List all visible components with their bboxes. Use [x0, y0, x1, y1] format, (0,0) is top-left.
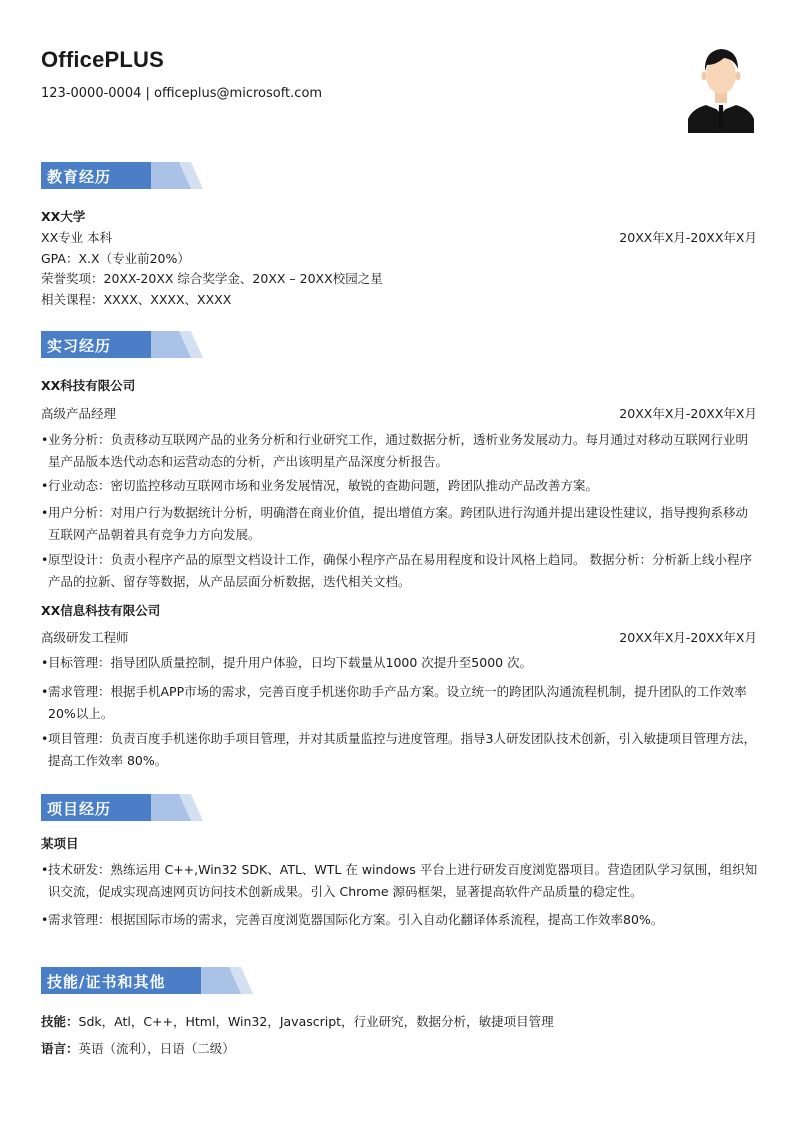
bullet-text: 技术研发：熟练运用 C++,Win32 SDK、ATL、WTL 在 windows 平台上进行研发百度浏览器项目。营造团队学习氛围，组织知识交流，促成实现高速网页访问技术创新成果。引入 Chrome 源码框架，显著提高软件产品质量的稳定性。 [48, 862, 758, 899]
list-item: • 技术研发：熟练运用 C++,Win32 SDK、ATL、WTL 在 windows 平台上进行研发百度浏览器项目。营造团队学习氛围，组织知识交流，促成实现高速网页访问技术创新成果。引入 Chrome 源码框架，显著提高软件产品质量的稳定性。 [41, 859, 769, 903]
company-name: XX科技有限公司 [41, 378, 136, 393]
skills-row [41, 1012, 554, 1030]
job-date: 20XX年X月-20XX年X月 [619, 406, 757, 421]
section-title: 项目经历 [47, 800, 112, 818]
section-ribbon-decoration [145, 162, 203, 189]
language-value: 英语（流利），日语（二级） [78, 1041, 235, 1056]
list-item: • 用户分析：对用户行为数据统计分析，明确潜在商业价值，提出增值方案。跨团队进行沟通并提出建设性建议，指导搜狗系移动互联网产品朝着具有竞争力方向发展。 [41, 502, 759, 546]
list-item: • 原型设计：负责小程序产品的原型文档设计工作，确保小程序产品在易用程度和设计风格上趋同。 数据分析：分析新上线小程序产品的拉新、留存等数据，从产品层面分析数据，迭代相关文档。 [41, 549, 759, 593]
section-ribbon-decoration [145, 794, 203, 821]
section-title: 实习经历 [47, 337, 112, 355]
job-role: 高级产品经理 [41, 406, 117, 421]
section-header-project [41, 794, 171, 821]
school-name: XX大学 [41, 209, 86, 224]
list-item: • 行业动态：密切监控移动互联网市场和业务发展情况，敏锐的查勘问题，跨团队推动产品改善方案。 [41, 475, 759, 497]
section-title: 教育经历 [47, 168, 112, 186]
language-row [41, 1039, 235, 1057]
candidate-name: OfficePLUS [41, 47, 165, 72]
bullet-text: 项目管理：负责百度手机迷你助手项目管理，并对其质量监控与进度管理。指导3人研发团队技术创新，引入敏捷项目管理方法，提高工作效率 80%。 [48, 731, 756, 768]
school-honors: 荣誉奖项：20XX-20XX 综合奖学金、20XX – 20XX校园之星 [41, 271, 383, 286]
skills-label: 技能： [41, 1014, 79, 1029]
list-item: • 目标管理：指导团队质量控制，提升用户体验，日均下载量从1000 次提升至5000 次。 [41, 652, 759, 674]
skills-value: Sdk，Atl，C++，Html，Win32，Javascript，行业研究，数据分析，敏捷项目管理 [78, 1014, 554, 1029]
section-header-skills [41, 967, 171, 994]
bullet-text: 业务分析：负责移动互联网产品的业务分析和行业研究工作，通过数据分析，透析业务发展动力。每月通过对移动互联网行业明星产品版本迭代动态和运营动态的分析，产出该明星产品深度分析报告。 [48, 432, 749, 469]
language-label: 语言： [41, 1041, 79, 1056]
list-item: • 需求管理：根据手机APP市场的需求，完善百度手机迷你助手产品方案。设立统一的跨团队沟通流程机制，提升团队的工作效率 20%以上。 [41, 681, 759, 725]
section-header-internship [41, 331, 171, 358]
section-header-education [41, 162, 171, 189]
job-date: 20XX年X月-20XX年X月 [619, 630, 757, 645]
bullet-text: 需求管理：根据手机APP市场的需求，完善百度手机迷你助手产品方案。设立统一的跨团队沟通流程机制，提升团队的工作效率 20%以上。 [48, 684, 747, 721]
contact-info: 123-0000-0004 | officeplus@microsoft.com [41, 86, 323, 101]
school-gpa: GPA：X.X（专业前20%） [41, 251, 190, 266]
list-item: • 需求管理：根据国际市场的需求，完善百度浏览器国际化方案。引入自动化翻译体系流程，提高工作效率80%。 [41, 909, 769, 931]
bullet-text: 行业动态：密切监控移动互联网市场和业务发展情况，敏锐的查勘问题，跨团队推动产品改善方案。 [48, 478, 599, 493]
list-item: • 项目管理：负责百度手机迷你助手项目管理，并对其质量监控与进度管理。指导3人研发团队技术创新，引入敏捷项目管理方法，提高工作效率 80%。 [41, 728, 759, 772]
school-date: 20XX年X月-20XX年X月 [619, 230, 757, 245]
section-ribbon-decoration [195, 967, 253, 994]
school-major: XX专业 本科 [41, 230, 113, 245]
school-courses: 相关课程：XXXX、XXXX、XXXX [41, 292, 232, 307]
job-role: 高级研发工程师 [41, 630, 129, 645]
bullet-text: 用户分析：对用户行为数据统计分析，明确潜在商业价值，提出增值方案。跨团队进行沟通并提出建设性建议，指导搜狗系移动互联网产品朝着具有竞争力方向发展。 [48, 505, 749, 542]
section-title: 技能/证书和其他 [47, 973, 166, 991]
bullet-text: 目标管理：指导团队质量控制，提升用户体验，日均下载量从1000 次提升至5000 次。 [48, 655, 533, 670]
company-name: XX信息科技有限公司 [41, 603, 161, 618]
project-name: 某项目 [41, 836, 79, 851]
list-item: • 业务分析：负责移动互联网产品的业务分析和行业研究工作，通过数据分析，透析业务发展动力。每月通过对移动互联网行业明星产品版本迭代动态和运营动态的分析，产出该明星产品深度分析报告。 [41, 429, 759, 473]
section-ribbon-decoration [145, 331, 203, 358]
bullet-text: 需求管理：根据国际市场的需求，完善百度浏览器国际化方案。引入自动化翻译体系流程，提高工作效率80%。 [48, 912, 664, 927]
bullet-text: 原型设计：负责小程序产品的原型文档设计工作，确保小程序产品在易用程度和设计风格上趋同。 数据分析：分析新上线小程序产品的拉新、留存等数据，从产品层面分析数据，迭代相关文档。 [48, 552, 752, 589]
avatar [688, 45, 754, 133]
